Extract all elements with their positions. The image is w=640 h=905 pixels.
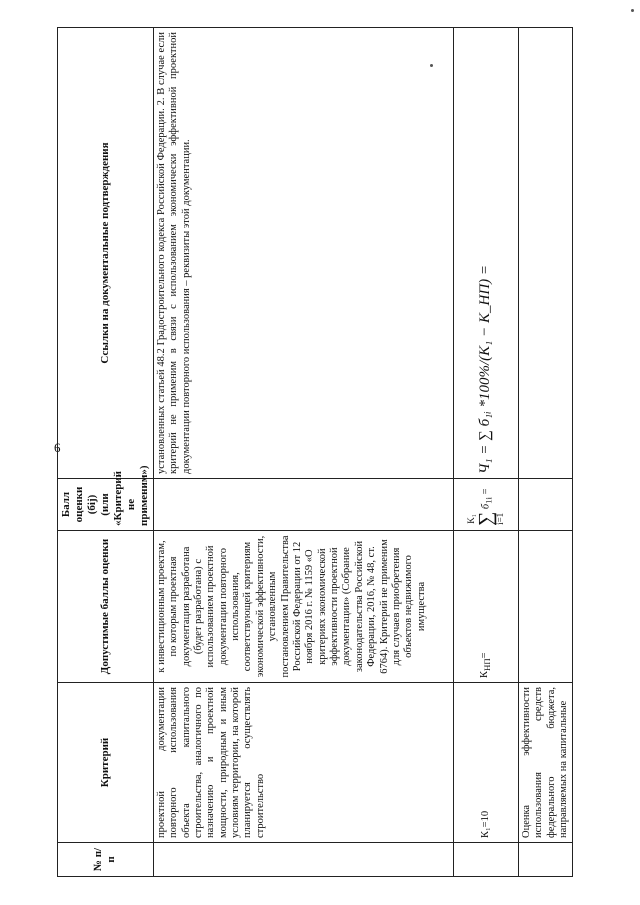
table-header-row <box>58 28 154 877</box>
scan-speck <box>430 64 433 67</box>
cell-next-value <box>518 479 573 531</box>
sum-term-subscript: 1i <box>483 497 494 504</box>
knp-label: К <box>479 670 491 678</box>
cell-k1 <box>453 683 518 843</box>
cell-next-criterion: Оценка эффективности использования средств федерального бюджета, направляемых на капитальные <box>518 683 573 843</box>
cell-criterion: проектной документации повторного использования объекта капитального строительства, аналогичного по назначению и проектной мощности, природным и иным условиям территории, на которой планируется осуществлять строительство <box>153 683 453 843</box>
cell-formula <box>453 28 518 479</box>
page-number: 6 <box>54 440 61 455</box>
knp-equals: = <box>479 652 491 659</box>
cell-next-num <box>518 843 573 877</box>
cell-scores: к инвестиционным проектам, по которым проектная документация разработана (будет разработана) с использованием проектной документации повторного использования, соответствующей критериям экономической эффективности, установленным постановлением Правительства Российской Федерации от 12 ноября 2016 г. № 1159 «О критериях экономической эффективности проектной документации» (Собрание законодательства Российской Федерации, 2016, № 48, ст. 6764). Критерий не применим для случаев приобретения объектов недвижимого имущества <box>153 531 453 683</box>
knp-subscript: НП <box>482 658 493 671</box>
header-criterion: Критерий <box>58 683 154 843</box>
cell-value <box>153 479 453 531</box>
cell-next-scores <box>518 531 573 683</box>
cell-sum-num <box>453 843 518 877</box>
formula-text: Ч₁ = ∑ б₁ᵢ *100%/(K₁ − K_НП) = <box>476 264 493 474</box>
cell-sum <box>453 479 518 531</box>
cell-next-refs <box>518 28 573 479</box>
cell-refs: установленных статьей 48.2 Градостроительного кодекса Российской Федерации. 2. В случае если критерий не применим в связи с использованием экономически эффективной проектной документации повторного использования – реквизиты этой документации. <box>153 28 453 479</box>
sum-lower: i=1 <box>494 512 505 525</box>
sum-equals: = <box>480 488 492 495</box>
header-refs: Ссылки на документальные подтверждения <box>58 28 154 479</box>
scan-speck <box>631 9 634 12</box>
table-row-criterion <box>153 28 453 877</box>
cell-knp <box>453 531 518 683</box>
criteria-table <box>57 27 573 877</box>
rotated-table-sheet <box>57 27 583 877</box>
header-scores: Допустимые баллы оценки <box>58 531 154 683</box>
table-row-next <box>518 28 573 877</box>
sum-upper: K₁ <box>465 514 476 524</box>
header-num: № п/п <box>58 843 154 877</box>
sum-symbol <box>467 512 505 526</box>
k1-label: К₁=10 <box>479 810 491 838</box>
sigma-icon: ∑ <box>474 511 497 526</box>
header-value: Балл оценки (бij) (или «Критерий не применим») <box>58 479 154 531</box>
cell-num <box>153 843 453 877</box>
sum-term: б <box>480 503 492 510</box>
table-row-sum <box>453 28 518 877</box>
